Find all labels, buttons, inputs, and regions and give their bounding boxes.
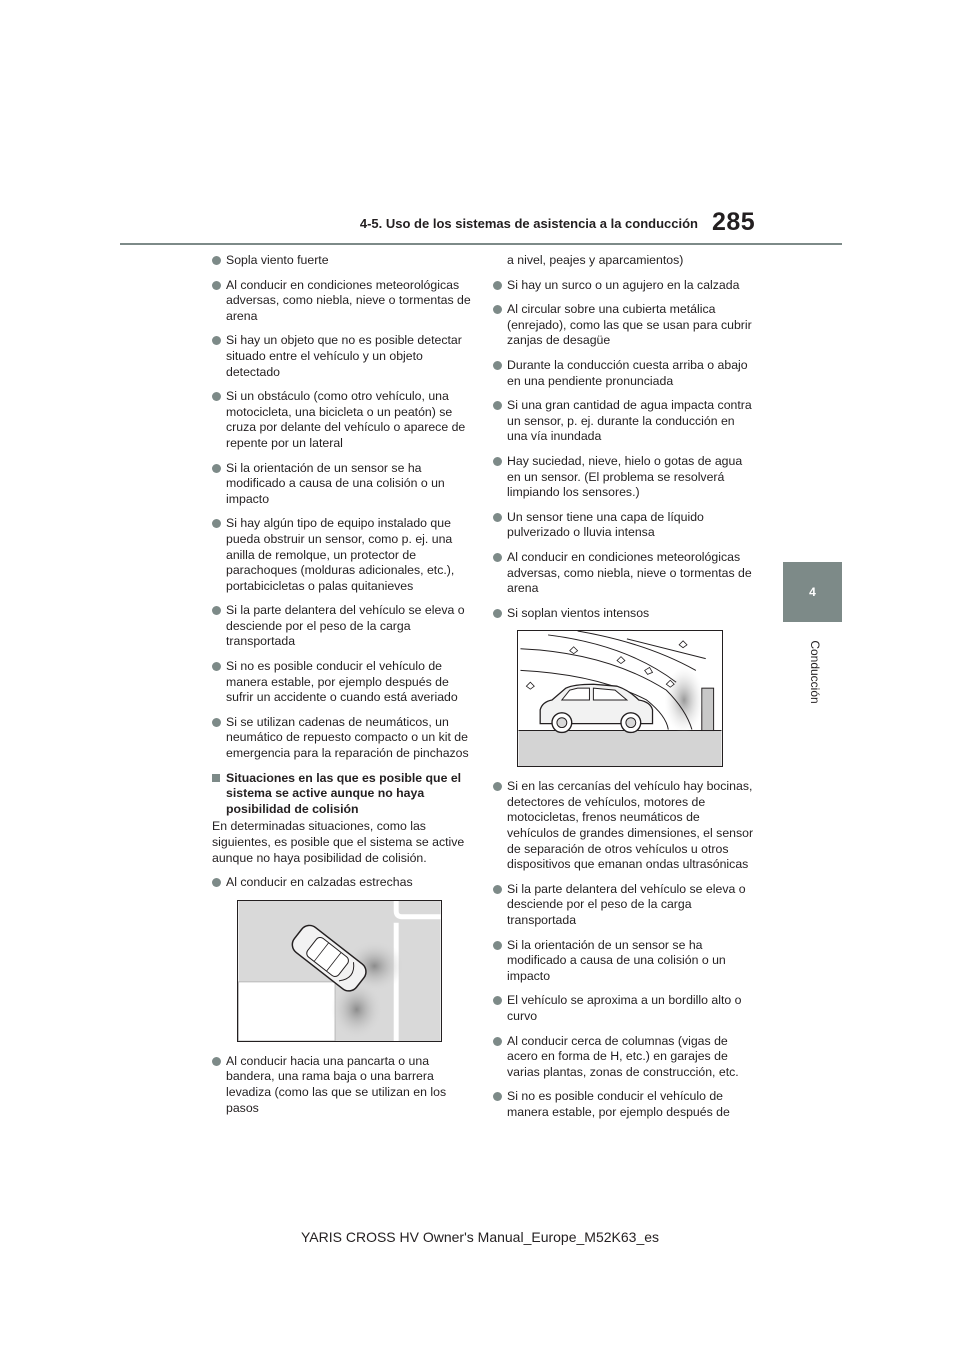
list-item-text: Si en las cercanías del vehículo hay bocinas, detectores de vehículos, motores de motocicletas, frenos neumáticos de vehículos de grandes dimensiones, el sensor de separación de otros vehículos u otros dispositivos que emanan ondas ultrasónicas (507, 779, 754, 872)
list-item (212, 715, 474, 762)
right-column (493, 253, 755, 1130)
bullet-icon (212, 718, 221, 727)
chapter-label: Conducción (808, 640, 822, 704)
list-item (493, 1089, 755, 1120)
bullet-icon (493, 782, 502, 791)
list-item (493, 302, 755, 349)
list-item-text: Al conducir cerca de columnas (vigas de acero en forma de H, etc.) en garajes de varias plantas, zonas de construcción, etc. (507, 1033, 739, 1079)
list-item-text: Si hay un surco o un agujero en la calzada (507, 277, 740, 292)
subheading-text: Situaciones en las que es posible que el sistema se active aunque no haya posibilidad de colisión (226, 770, 462, 816)
bullet-icon (212, 606, 221, 615)
list-item-text: Al conducir en calzadas estrechas (226, 875, 413, 890)
list-item-text: Un sensor tiene una capa de líquido pulverizado o lluvia intensa (507, 509, 704, 540)
list-item (493, 358, 755, 389)
list-item (212, 461, 474, 508)
bullet-icon (493, 553, 502, 562)
list-item-text: Si no es posible conducir el vehículo de manera estable, por ejemplo después de (507, 1089, 730, 1119)
list-item (212, 875, 474, 891)
bullet-icon (493, 401, 502, 410)
list-item (493, 510, 755, 541)
subheading (212, 771, 474, 818)
bullet-icon (493, 1092, 502, 1101)
list-item (493, 1034, 755, 1081)
bullet-icon (493, 457, 502, 466)
bullet-icon (212, 519, 221, 528)
list-item (493, 454, 755, 501)
bullet-icon (212, 1057, 221, 1066)
narrow-road-illustration (237, 900, 442, 1042)
list-item (212, 603, 474, 650)
list-item (212, 253, 474, 269)
header-rule (120, 243, 842, 245)
list-item-text: Si la orientación de un sensor se ha modificado a causa de una colisión o un impacto (226, 460, 445, 506)
bullet-icon (493, 513, 502, 522)
list-item (493, 938, 755, 985)
list-item-text: Si hay un objeto que no es posible detectar situado entre el vehículo y un objeto detectado (226, 333, 462, 379)
bullet-icon (212, 336, 221, 345)
list-item (212, 278, 474, 325)
bullet-icon (212, 256, 221, 265)
list-item-text: Si una gran cantidad de agua impacta contra un sensor, p. ej. durante la conducción en una vía inundada (507, 398, 752, 444)
list-item-text: Si se utilizan cadenas de neumáticos, un neumático de repuesto compacto o un kit de emergencia para la reparación de pinchazos (226, 714, 469, 761)
list-item-text: Sopla viento fuerte (226, 253, 329, 267)
list-item (493, 550, 755, 597)
list-item-text: Hay suciedad, nieve, hielo o gotas de agua en un sensor. (El problema se resolverá limpiando los sensores.) (507, 453, 743, 500)
bullet-icon (212, 878, 221, 887)
list-item-text: Al circular sobre una cubierta metálica (enrejado), como las que se usan para cubrir zanjas de desagüe (507, 302, 752, 348)
list-item (212, 516, 474, 594)
section-title: 4-5. Uso de los sistemas de asistencia a la conducción (359, 216, 698, 231)
list-item (493, 993, 755, 1024)
list-item-text: Si la parte delantera del vehículo se eleva o desciende por el peso de la carga transportada (226, 603, 465, 649)
bullet-icon (493, 281, 502, 290)
bullet-icon (493, 941, 502, 950)
list-item-text: Si soplan vientos intensos (507, 605, 650, 620)
bullet-icon (493, 996, 502, 1005)
list-item (212, 659, 474, 706)
list-item-text: El vehículo se aproxima a un bordillo alto o curvo (507, 993, 742, 1023)
left-column (212, 253, 474, 1125)
bullet-icon (212, 464, 221, 473)
list-item-text: Si un obstáculo (como otro vehículo, una motocicleta, una bicicleta o un peatón) se cruza por delante del vehículo o aparece de repente por un lateral (226, 389, 466, 450)
list-item-text: Si la parte delantera del vehículo se eleva o desciende por el peso de la carga transportada (507, 881, 746, 928)
list-item-text: Al conducir en condiciones meteorológicas adversas, como niebla, nieve o tormentas de arena (507, 549, 752, 596)
list-item-text: Si la orientación de un sensor se ha modificado a causa de una colisión o un impacto (507, 937, 726, 983)
list-item (212, 389, 474, 451)
list-item (493, 882, 755, 929)
bullet-icon (212, 281, 221, 290)
bullet-icon (493, 1037, 502, 1046)
continued-text: a nivel, peajes y aparcamientos) (507, 253, 684, 267)
list-item-text: Al conducir en condiciones meteorológicas adversas, como niebla, nieve o tormentas de arena (226, 277, 471, 323)
list-item (212, 333, 474, 380)
list-item-text: Durante la conducción cuesta arriba o abajo en una pendiente pronunciada (507, 357, 748, 388)
bullet-icon (493, 361, 502, 370)
bullet-icon (493, 305, 502, 314)
footer-text: YARIS CROSS HV Owner's Manual_Europe_M52K63_es (300, 1229, 660, 1245)
bullet-icon (212, 392, 221, 401)
bullet-icon (493, 885, 502, 894)
list-item (493, 606, 755, 622)
paragraph: En determinadas situaciones, como las siguientes, es posible que el sistema se active aunque no haya posibilidad de colisión. (212, 819, 465, 865)
list-item-text: Si no es posible conducir el vehículo de manera estable, por ejemplo después de sufrir un accidente o cuando está averiado (226, 659, 458, 705)
chapter-tab (783, 562, 842, 622)
list-item (493, 278, 755, 294)
bullet-icon (212, 662, 221, 671)
chapter-number: 4 (809, 585, 816, 599)
list-item (212, 1054, 474, 1116)
list-item (493, 398, 755, 445)
list-item (493, 779, 755, 873)
list-item-text: Si hay algún tipo de equipo instalado que pueda obstruir un sensor, como p. ej. una anilla de remolque, un protector de parachoques (molduras adicionales, etc.), portabicicletas o palas quitanieves (226, 516, 455, 593)
strong-wind-illustration (517, 630, 723, 767)
list-item-text: Al conducir hacia una pancarta o una bandera, una rama baja o una barrera levadiza (como las que se utilizan en los pasos (226, 1053, 447, 1115)
square-bullet-icon (212, 774, 220, 782)
bullet-icon (493, 609, 502, 618)
page-number: 285 (712, 208, 756, 236)
